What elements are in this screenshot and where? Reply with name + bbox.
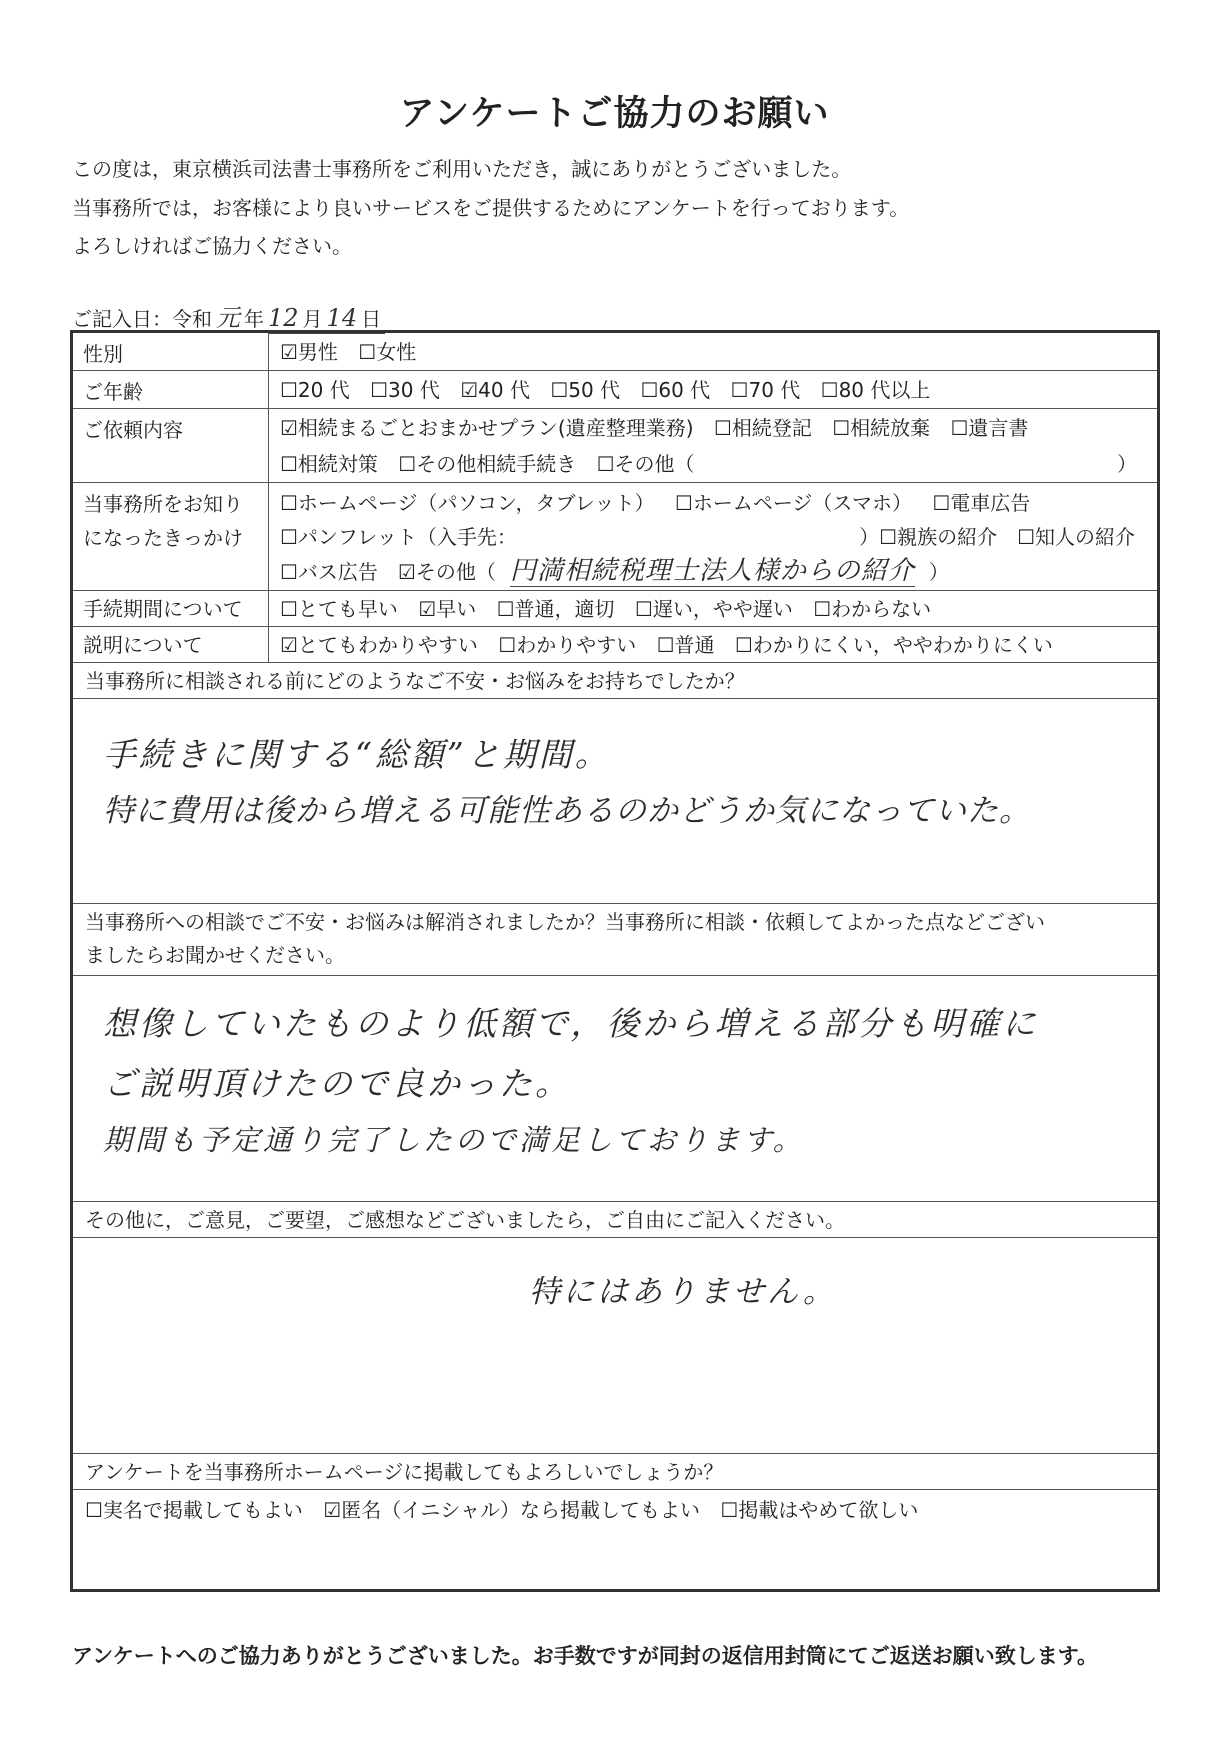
question-4: アンケートを当事務所ホームページに掲載してもよろしいでしょうか？ [73, 1454, 1157, 1490]
row-source [73, 483, 1157, 591]
option-fast[interactable]: ☑早い [418, 597, 477, 621]
row-request [73, 409, 1157, 483]
date-prefix: ご記入日：令和 [72, 307, 212, 331]
request-options-line2 [280, 447, 1151, 481]
source-other-handwritten[interactable]: 円満相続税理士法人様からの紹介 [509, 556, 915, 586]
date-month[interactable]: 12 [268, 304, 299, 332]
option-age-70[interactable]: ☐70 代 [730, 378, 801, 402]
intro-line-2: 当事務所では，お客様により良いサービスをご提供するためにアンケートを行っております。 [72, 196, 910, 220]
option-no-publish[interactable]: ☐掲載はやめて欲しい [720, 1498, 919, 1522]
row-period [73, 591, 1157, 627]
date-day-label: 日 [361, 307, 382, 331]
option-age-60[interactable]: ☐60 代 [640, 378, 711, 402]
request-other-close: ） [1117, 452, 1137, 476]
footer-thanks: アンケートへのご協力ありがとうございました。お手数ですが同封の返信用封筒にてご返送お願い致します。 [72, 1644, 1099, 1668]
answer-2-line3: 期間も予定通り完了したので満足しております。 [103, 1123, 805, 1157]
question-2-line2: ましたらお聞かせください。 [85, 943, 345, 967]
option-will[interactable]: ☐遺言書 [950, 416, 1029, 440]
label-explanation: 説明について [73, 627, 269, 662]
age-options [280, 373, 1151, 407]
option-homepage-pc[interactable]: ☐ホームページ（パソコン，タブレット） [280, 491, 655, 515]
intro-line-1: この度は，東京横浜司法書士事務所をご利用いただき，誠にありがとうございました。 [72, 157, 852, 181]
publish-options [85, 1493, 932, 1527]
option-age-50[interactable]: ☐50 代 [550, 378, 621, 402]
option-train-ad[interactable]: ☐電車広告 [932, 491, 1031, 515]
option-bus-ad-other[interactable]: ☐バス広告 ☑その他（ [280, 560, 496, 584]
explanation-options [280, 628, 1151, 662]
option-full-plan[interactable]: ☑相続まるごとおまかせプラン(遺産整理業務) [280, 416, 694, 440]
request-options-line1 [280, 411, 1151, 445]
intro-line-3: よろしければご協力ください。 [72, 234, 352, 258]
answer-3-text: 特にはありません。 [529, 1274, 837, 1310]
label-request: ご依頼内容 [73, 409, 269, 482]
option-renunciation[interactable]: ☐相続放棄 [832, 416, 931, 440]
question-2 [73, 904, 1157, 976]
option-other[interactable]: ☐その他（ [596, 452, 695, 476]
label-period: 手続期間について [73, 591, 269, 626]
option-age-80[interactable]: ☐80 代以上 [820, 378, 931, 402]
option-female[interactable]: ☐女性 [358, 340, 417, 364]
option-unclear[interactable]: ☐わかりにくい，ややわかりにくい [734, 633, 1053, 657]
label-age: ご年齢 [73, 371, 269, 408]
option-clear[interactable]: ☐わかりやすい [498, 633, 637, 657]
row-age [73, 371, 1157, 409]
question-2-line1: 当事務所への相談でご不安・お悩みは解消されましたか？当事務所に相談・依頼してよかった点などござい [85, 910, 1045, 934]
option-pamphlet[interactable]: ☐パンフレット（入手先： [280, 525, 517, 549]
option-anonymous[interactable]: ☑匿名（イニシャル）なら掲載してもよい [323, 1498, 701, 1522]
option-age-30[interactable]: ☐30 代 [370, 378, 440, 402]
option-age-40[interactable]: ☑40 代 [460, 378, 530, 402]
option-registration[interactable]: ☐相続登記 [713, 416, 812, 440]
label-source-line1: 当事務所をお知り [83, 492, 243, 516]
answer-3-box[interactable] [73, 1238, 1157, 1454]
label-source [73, 483, 269, 590]
date-year-label: 年 [244, 307, 264, 331]
option-other-procedures[interactable]: ☐その他相続手続き [398, 452, 577, 476]
option-real-name[interactable]: ☐実名で掲載してもよい [85, 1498, 303, 1522]
row-explanation [73, 627, 1157, 663]
answer-1-line2: 特に費用は後から増える可能性あるのかどうか気になっていた。 [103, 793, 1031, 829]
option-slow[interactable]: ☐遅い，やや遅い [634, 597, 793, 621]
answer-2-box[interactable] [73, 976, 1157, 1202]
page-title: アンケートご協力のお願い [399, 94, 830, 134]
question-3: その他に，ご意見，ご要望，ご感想などございましたら，ご自由にご記入ください。 [73, 1202, 1157, 1238]
answer-1-box[interactable] [73, 699, 1157, 904]
option-normal[interactable]: ☐普通，適切 [496, 597, 615, 621]
date-month-label: 月 [302, 307, 323, 331]
option-very-clear[interactable]: ☑とてもわかりやすい [280, 633, 478, 657]
answer-2-line2: ご説明頂けたので良かった。 [103, 1064, 571, 1103]
option-age-20[interactable]: ☐20 代 [280, 378, 350, 402]
date-era-year[interactable]: 元 [216, 304, 240, 332]
question-1: 当事務所に相談される前にどのようなご不安・お悩みをお持ちでしたか？ [73, 663, 1157, 699]
survey-form [70, 330, 1160, 1592]
label-source-line2: になったきっかけ [83, 526, 243, 550]
answer-1-line1: 手続きに関する“総額”と期間。 [103, 735, 611, 774]
answer-2-line1: 想像していたものより低額で，後から増える部分も明確に [103, 1004, 1039, 1043]
label-gender: 性別 [73, 333, 269, 370]
option-unknown[interactable]: ☐わからない [813, 597, 932, 621]
source-other-close: ） [928, 560, 949, 584]
option-male[interactable]: ☑男性 [280, 340, 338, 364]
gender-options [280, 335, 1151, 369]
option-average[interactable]: ☐普通 [656, 633, 715, 657]
source-options-line1 [280, 486, 1151, 520]
date-day[interactable]: 14 [326, 304, 358, 332]
option-very-fast[interactable]: ☐とても早い [280, 597, 398, 621]
source-options-line2-end[interactable]: ）☐親族の紹介 ☐知人の紹介 [859, 525, 1135, 549]
row-gender [73, 333, 1157, 371]
period-options [280, 592, 1151, 626]
option-planning[interactable]: ☐相続対策 [280, 452, 378, 476]
source-options-line3 [280, 554, 1151, 589]
option-homepage-phone[interactable]: ☐ホームページ（スマホ） [674, 491, 913, 515]
entry-date [72, 298, 385, 334]
